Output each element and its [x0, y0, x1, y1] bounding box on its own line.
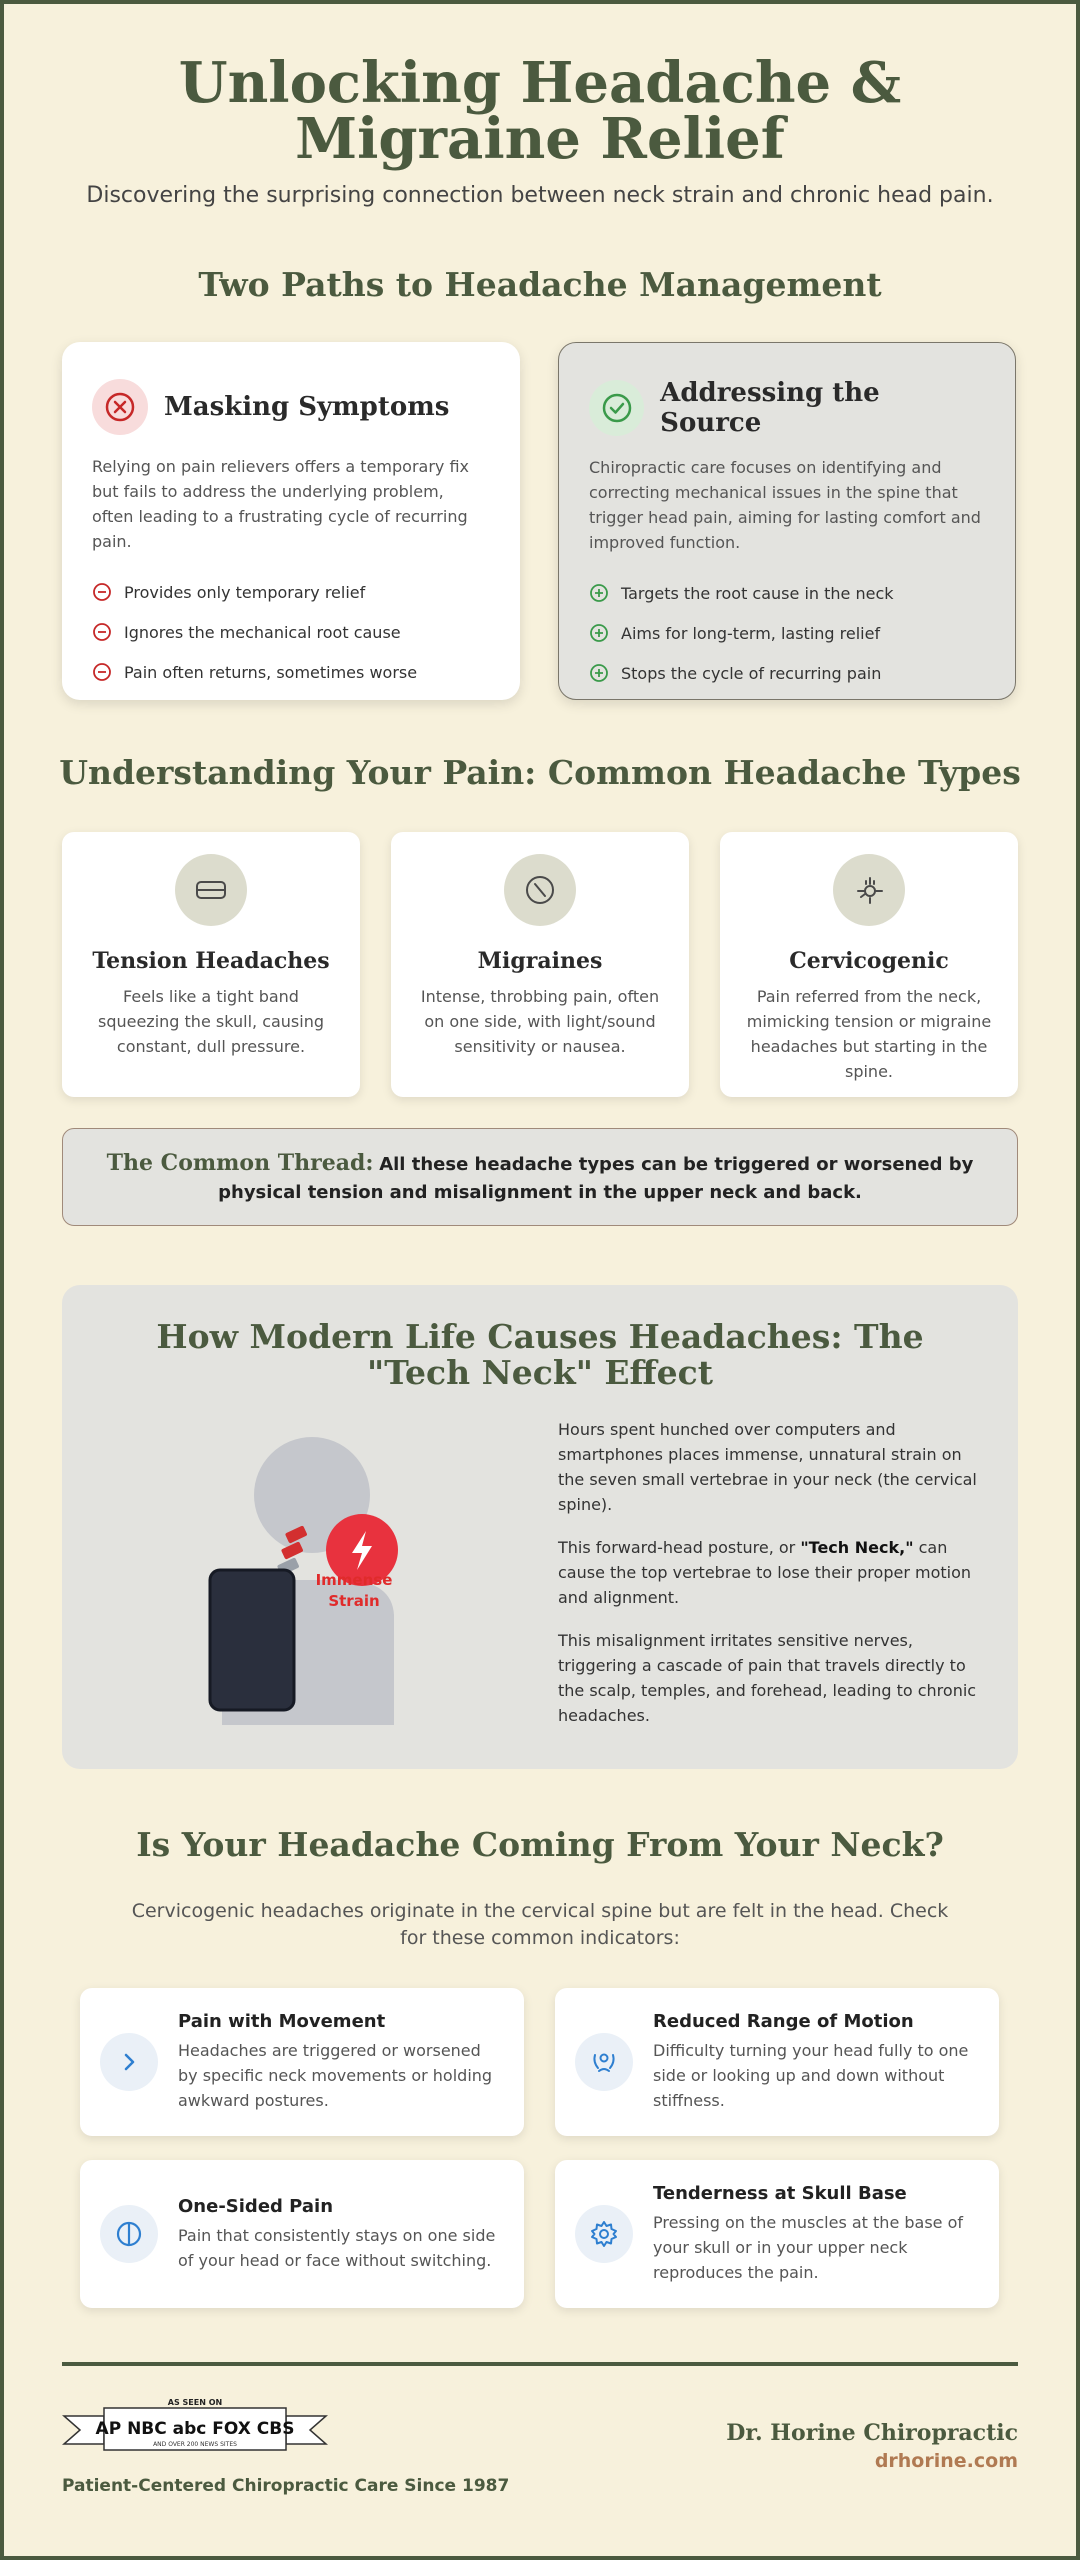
source-description: Chiropractic care focuses on identifying and correcting mechanical issues in the spine that trigger head pain, aiming for lasting comfort and improved function. — [589, 458, 981, 552]
type-title: Tension Headaches — [92, 948, 330, 974]
indicator-card-tenderness — [555, 2160, 999, 2308]
type-description: Intense, throbbing pain, often on one side, with light/sound sensitivity or nausea. — [420, 987, 660, 1056]
tech-paragraph: This forward-head posture, or "Tech Neck," can cause the top vertebrae to lose their proper motion and alignment. — [558, 1538, 972, 1607]
gear-icon — [575, 2205, 633, 2263]
list-item: Pain often returns, sometimes worse — [92, 652, 490, 692]
footer-tagline: Patient-Centered Chiropractic Care Since 1987 — [62, 2476, 510, 2496]
plus-circle-icon — [589, 583, 609, 603]
plus-circle-icon — [589, 663, 609, 683]
plus-circle-icon — [589, 623, 609, 643]
practice-url-link[interactable]: drhorine.com — [874, 2450, 1018, 2472]
thread-body: All these headache types can be triggered or worsened by physical tension and misalignment in the upper neck and back. — [218, 1154, 974, 1203]
check-circle-icon — [589, 380, 644, 436]
common-thread-callout — [62, 1128, 1018, 1226]
indicator-description: Headaches are triggered or worsened by specific neck movements or holding awkward postures. — [178, 2041, 493, 2110]
neck-check-section-title: Is Your Headache Coming From Your Neck? — [136, 1825, 944, 1864]
type-description: Pain referred from the neck, mimicking tension or migraine headaches but starting in the spine. — [746, 987, 992, 1081]
page-title: Unlocking Headache & Migraine Relief — [178, 50, 902, 172]
svg-text:AND OVER 200 NEWS SITES: AND OVER 200 NEWS SITES — [153, 2441, 237, 2448]
type-title: Cervicogenic — [789, 948, 949, 974]
minus-circle-icon — [92, 662, 112, 682]
x-circle-icon — [92, 379, 148, 435]
type-description: Feels like a tight band squeezing the skull, causing constant, dull pressure. — [97, 987, 325, 1056]
neck-check-intro: Cervicogenic headaches originate in the cervical spine but are felt in the head. Check for these common indicators: — [131, 1900, 949, 1949]
no-sign-icon — [504, 854, 576, 926]
indicator-card-range — [555, 1988, 999, 2136]
indicator-title: Pain with Movement — [178, 2011, 386, 2032]
list-item: Stops the cycle of recurring pain — [589, 653, 985, 693]
indicator-description: Difficulty turning your head fully to one side or looking up and down without stiffness. — [653, 2041, 969, 2110]
list-item: Ignores the mechanical root cause — [92, 612, 490, 652]
types-section-title: Understanding Your Pain: Common Headache Types — [59, 753, 1021, 792]
head-rotation-icon — [575, 2033, 633, 2091]
indicator-card-movement — [80, 1988, 524, 2136]
tech-neck-text — [558, 1417, 988, 1746]
cervicogenic-card — [720, 832, 1018, 1097]
tech-paragraph: Hours spent hunched over computers and smartphones places immense, unnatural strain on the seven small vertebrae in your neck (the cervical spine). — [558, 1420, 977, 1514]
list-item: Targets the root cause in the neck — [589, 573, 985, 613]
indicator-description: Pain that consistently stays on one side of your head or face without switching. — [178, 2225, 496, 2270]
indicator-card-one-sided — [80, 2160, 524, 2308]
masking-title: Masking Symptoms — [164, 392, 450, 422]
tech-neck-section — [62, 1285, 1018, 1769]
svg-text:AP NBC abc FOX CBS: AP NBC abc FOX CBS — [95, 2419, 295, 2439]
practice-name: Dr. Horine Chiropractic — [726, 2420, 1018, 2446]
tech-neck-title: How Modern Life Causes Headaches: The "Tech Neck" Effect — [156, 1317, 924, 1392]
footer-divider — [62, 2362, 1018, 2366]
as-seen-on-badge — [62, 2396, 328, 2454]
minus-circle-icon — [92, 582, 112, 602]
half-circle-icon — [100, 2205, 158, 2263]
indicator-title: One-Sided Pain — [178, 2195, 334, 2217]
page-subtitle: Discovering the surprising connection between neck strain and chronic head pain. — [86, 183, 994, 208]
migraines-card — [391, 832, 689, 1097]
source-title: Addressing the Source — [660, 378, 880, 438]
list-item: Aims for long-term, lasting relief — [589, 613, 985, 653]
addressing-source-card — [558, 342, 1016, 700]
paths-section-title: Two Paths to Headache Management — [198, 265, 882, 304]
type-title: Migraines — [477, 948, 603, 974]
thread-lead: The Common Thread: — [106, 1150, 374, 1176]
indicator-title: Tenderness at Skull Base — [653, 2183, 907, 2204]
indicator-description: Pressing on the muscles at the base of your skull or in your upper neck reproduces the pain. — [653, 2213, 964, 2282]
chevron-right-icon — [100, 2033, 158, 2091]
band-icon — [175, 854, 247, 926]
masking-symptoms-card — [62, 342, 520, 700]
neck-spine-icon — [833, 854, 905, 926]
minus-circle-icon — [92, 622, 112, 642]
masking-description: Relying on pain relievers offers a temporary fix but fails to address the underlying problem, often leading to a frustrating cycle of recurring pain. — [92, 457, 470, 551]
tension-headaches-card — [62, 832, 360, 1097]
list-item: Provides only temporary relief — [92, 572, 490, 612]
tech-paragraph: This misalignment irritates sensitive nerves, triggering a cascade of pain that travels directly to the scalp, temples, and forehead, leading to chronic headaches. — [558, 1631, 977, 1725]
indicator-title: Reduced Range of Motion — [653, 2011, 914, 2032]
strain-label: Immense Strain — [315, 1571, 393, 1610]
svg-text:AS SEEN ON: AS SEEN ON — [167, 2398, 223, 2407]
